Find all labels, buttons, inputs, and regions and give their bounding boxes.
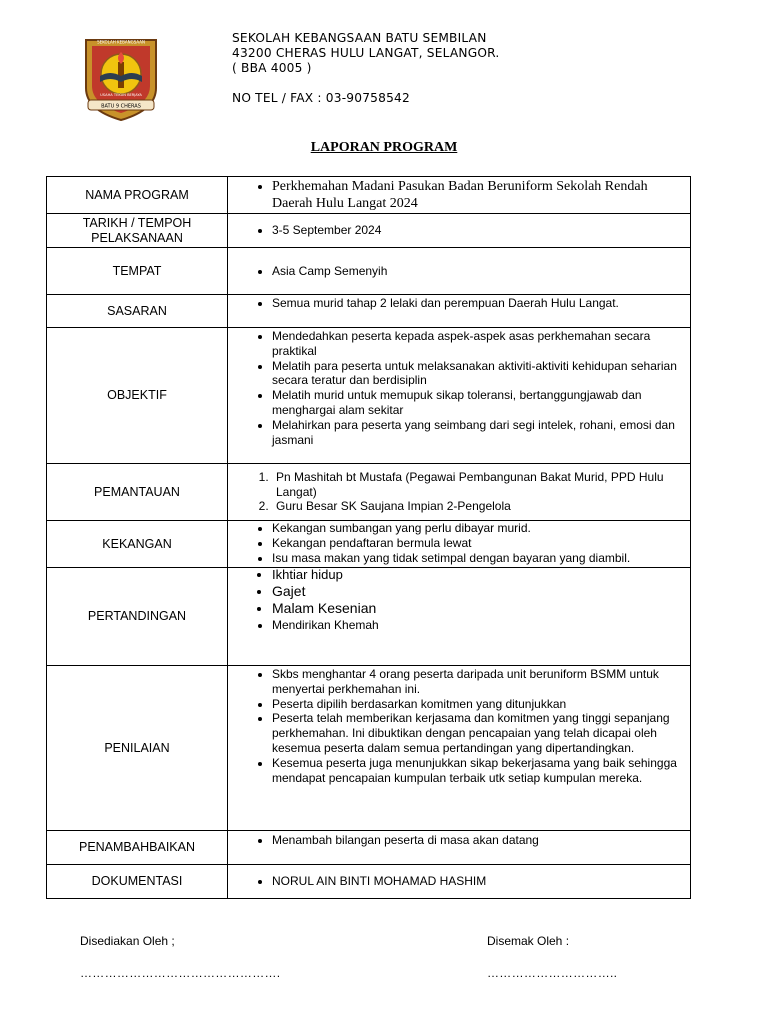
page-title: LAPORAN PROGRAM <box>310 140 458 155</box>
label-kekangan: KEKANGAN <box>47 521 228 568</box>
objektif-item: • Melatih murid untuk memupuk sikap toleransi, bertanggungjawab dan menghargai alam sekitar <box>272 388 682 418</box>
objektif-item: • Melatih para peserta untuk melaksanakan aktiviti-aktiviti kehidupan seharian secara teratur dan berdisiplin <box>272 359 682 389</box>
checked-by-label: Disemak Oleh : <box>487 934 570 948</box>
school-code: ( BBA 4005 ) <box>232 61 312 75</box>
logo-motto-text: USAHA TEKUN BERJAYA <box>100 93 142 97</box>
penilaian-item: • Peserta dipilih berdasarkan komitmen yang ditunjukkan <box>272 697 682 712</box>
dokumentasi-value: • NORUL AIN BINTI MOHAMAD HASHIM <box>272 874 682 889</box>
row-kekangan <box>47 521 691 568</box>
school-tel: NO TEL / FAX : 03-90758542 <box>232 91 410 105</box>
row-objektif <box>47 328 691 464</box>
pertandingan-item: • Malam Kesenian <box>272 600 682 618</box>
row-dokumentasi <box>47 865 691 899</box>
label-tempat: TEMPAT <box>47 248 228 295</box>
report-table <box>46 176 691 899</box>
prepared-signature-line: …………………………………………. <box>80 966 281 980</box>
row-penilaian <box>47 666 691 831</box>
nama-program-value: • Perkhemahan Madani Pasukan Badan Beruniform Sekolah Rendah Daerah Hulu Langat 2024 <box>272 178 682 212</box>
penilaian-item: • Skbs menghantar 4 orang peserta daripada unit beruniform BSMM untuk menyertai perkhemahan ini. <box>272 667 682 697</box>
kekangan-item: • Kekangan sumbangan yang perlu dibayar murid. <box>272 521 682 536</box>
penambahbaikan-value: • Menambah bilangan peserta di masa akan datang <box>272 833 682 848</box>
school-header <box>232 31 499 106</box>
tempat-value: • Asia Camp Semenyih <box>272 264 682 279</box>
pemantauan-item: 1. Pn Mashitah bt Mustafa (Pegawai Pembangunan Bakat Murid, PPD Hulu Langat) <box>272 470 682 500</box>
prepared-by-label: Disediakan Oleh ; <box>80 934 175 948</box>
objektif-item: • Mendedahkan peserta kepada aspek-aspek asas perkhemahan secara praktikal <box>272 329 682 359</box>
objektif-item: • Melahirkan para peserta yang seimbang dari segi intelek, rohani, emosi dan jasmani <box>272 418 682 448</box>
row-penambahbaikan <box>47 831 691 865</box>
pertandingan-item: • Ikhtiar hidup <box>272 568 682 583</box>
school-name: SEKOLAH KEBANGSAAN BATU SEMBILAN <box>232 31 487 45</box>
row-tempat <box>47 248 691 295</box>
label-sasaran: SASARAN <box>47 295 228 328</box>
kekangan-item: • Kekangan pendaftaran bermula lewat <box>272 536 682 551</box>
label-tarikh: TARIKH / TEMPOH PELAKSANAAN <box>47 214 228 248</box>
logo-top-text: SEKOLAH KEBANGSAAN <box>97 39 145 45</box>
label-penambahbaikan: PENAMBAHBAIKAN <box>47 831 228 865</box>
label-pertandingan: PERTANDINGAN <box>47 568 228 666</box>
label-nama-program: NAMA PROGRAM <box>47 177 228 214</box>
school-crest-logo <box>80 36 162 122</box>
label-objektif: OBJEKTIF <box>47 328 228 464</box>
label-pemantauan: PEMANTAUAN <box>47 464 228 521</box>
penilaian-item: • Kesemua peserta juga menunjukkan sikap bekerjasama yang baik sehingga mendapat pencapaian kumpulan terbaik utk setiap kumpulan mereka. <box>272 756 682 786</box>
tarikh-value: • 3-5 September 2024 <box>272 223 682 238</box>
checked-signature-line: ………………………….. <box>487 966 618 980</box>
row-sasaran <box>47 295 691 328</box>
row-pertandingan <box>47 568 691 666</box>
logo-bottom-text: BATU 9 CHERAS <box>101 103 141 110</box>
kekangan-item: • Isu masa makan yang tidak setimpal dengan bayaran yang diambil. <box>272 551 682 566</box>
row-pemantauan <box>47 464 691 521</box>
penilaian-item: • Peserta telah memberikan kerjasama dan komitmen yang tinggi sepanjang perkhemahan. Ini dibuktikan dengan pencapaian yang telah dicapai oleh kesemua peserta dalam semua pertandingan yang dipertandingkan. <box>272 711 682 755</box>
row-nama-program <box>47 177 691 214</box>
school-address: 43200 CHERAS HULU LANGAT, SELANGOR. <box>232 46 500 60</box>
label-penilaian: PENILAIAN <box>47 666 228 831</box>
pertandingan-item: • Mendirikan Khemah <box>272 618 682 633</box>
pertandingan-item: • Gajet <box>272 583 682 601</box>
row-tarikh <box>47 214 691 248</box>
pemantauan-item: 2. Guru Besar SK Saujana Impian 2-Pengelola <box>272 499 682 514</box>
sasaran-value: • Semua murid tahap 2 lelaki dan perempuan Daerah Hulu Langat. <box>272 296 682 311</box>
label-dokumentasi: DOKUMENTASI <box>47 865 228 899</box>
